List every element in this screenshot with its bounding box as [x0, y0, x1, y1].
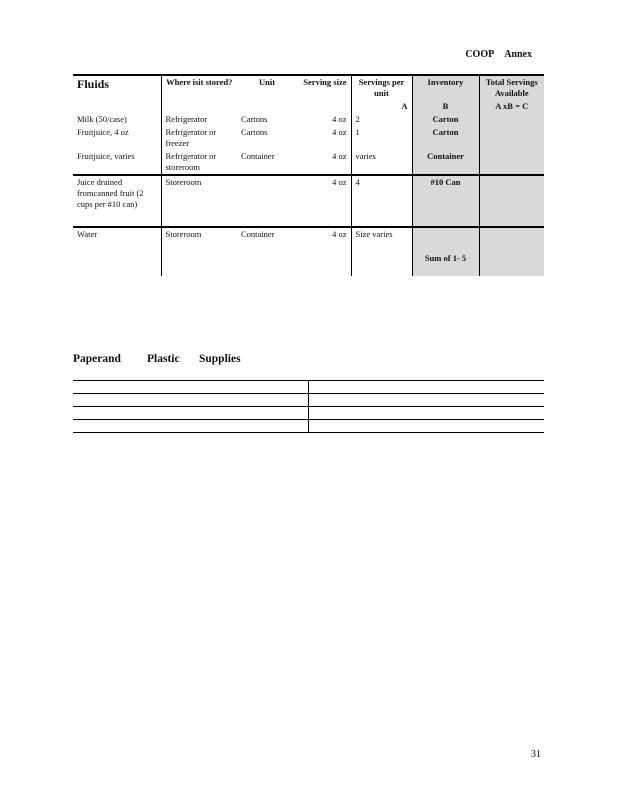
- row-servings: 2: [351, 113, 412, 126]
- row-inventory: Carton: [412, 126, 479, 150]
- table-sum-row: [73, 252, 544, 276]
- row-inventory: Carton: [412, 113, 479, 126]
- row-size: 4 oz: [297, 175, 351, 227]
- supplies-title-paper: Paperand: [73, 353, 121, 365]
- table-header-row: [73, 75, 544, 100]
- row-where: Storeroom: [161, 227, 237, 252]
- row-unit: [237, 175, 297, 227]
- row-unit: Container: [237, 227, 297, 252]
- table-row: [73, 150, 544, 175]
- supplies-title-plastic: Plastic: [147, 353, 180, 365]
- row-item: Juice drained fromcanned fruit (2 cups per #10 can): [73, 175, 161, 227]
- row-item: Milk (50/case): [77, 114, 127, 124]
- row-where: Storeroom: [161, 175, 237, 227]
- header-servings-per-unit: Servings per unit: [351, 75, 412, 100]
- letter-b: B: [412, 100, 479, 113]
- row-inventory: [412, 227, 479, 252]
- table-row: [73, 113, 544, 126]
- supplies-title-supplies: Supplies: [199, 353, 241, 365]
- row-item: Fruitjuice, varies: [77, 151, 135, 161]
- header-fluids: Fluids: [73, 75, 161, 100]
- row-item: Water: [73, 227, 161, 252]
- letter-c: A xB = C: [479, 100, 544, 113]
- header-inventory: Inventory: [412, 75, 479, 100]
- table-row: [73, 175, 544, 227]
- supplies-row: [73, 380, 544, 393]
- header-unit: Unit: [237, 75, 297, 100]
- header-where-stored: Where isit stored?: [161, 75, 237, 100]
- fluids-table: [73, 74, 544, 276]
- table-row: [73, 227, 544, 252]
- row-inventory: #10 Can: [412, 175, 479, 227]
- row-where: Refrigerator: [161, 113, 237, 126]
- sum-label: Sum of 1- 5: [412, 252, 479, 276]
- row-servings: Size varies: [351, 227, 412, 276]
- row-servings: 4: [351, 175, 412, 227]
- header-total-servings: Total Servings Available: [479, 75, 544, 100]
- row-inventory: Container: [412, 150, 479, 175]
- supplies-row: [73, 393, 544, 406]
- page-header: [465, 49, 532, 60]
- supplies-table: [73, 380, 544, 433]
- page-number: 31: [531, 749, 541, 760]
- supplies-heading: [73, 353, 241, 365]
- row-servings: varies: [351, 150, 412, 175]
- table-row: [73, 126, 544, 150]
- row-size: 4 oz: [332, 114, 347, 124]
- row-unit: Cartons: [241, 114, 268, 124]
- row-where: Refrigerator or freezer: [161, 126, 237, 150]
- row-servings: 1: [351, 126, 412, 150]
- row-size: 4 oz: [297, 227, 351, 252]
- row-size: 4 oz: [332, 127, 347, 137]
- row-where: Refrigerator or storeroom: [161, 150, 237, 175]
- supplies-row: [73, 419, 544, 433]
- header-serving-size: Serving size: [297, 75, 351, 100]
- supplies-row: [73, 406, 544, 419]
- row-item: Fruitjuice, 4 oz: [77, 127, 129, 137]
- header-coop: COOP: [465, 49, 495, 60]
- letter-a: A: [351, 100, 412, 113]
- table-letter-row: [73, 100, 544, 113]
- row-unit: Container: [241, 151, 275, 161]
- header-annex: Annex: [504, 49, 532, 60]
- row-unit: Cartons: [241, 127, 268, 137]
- row-size: 4 oz: [332, 151, 347, 161]
